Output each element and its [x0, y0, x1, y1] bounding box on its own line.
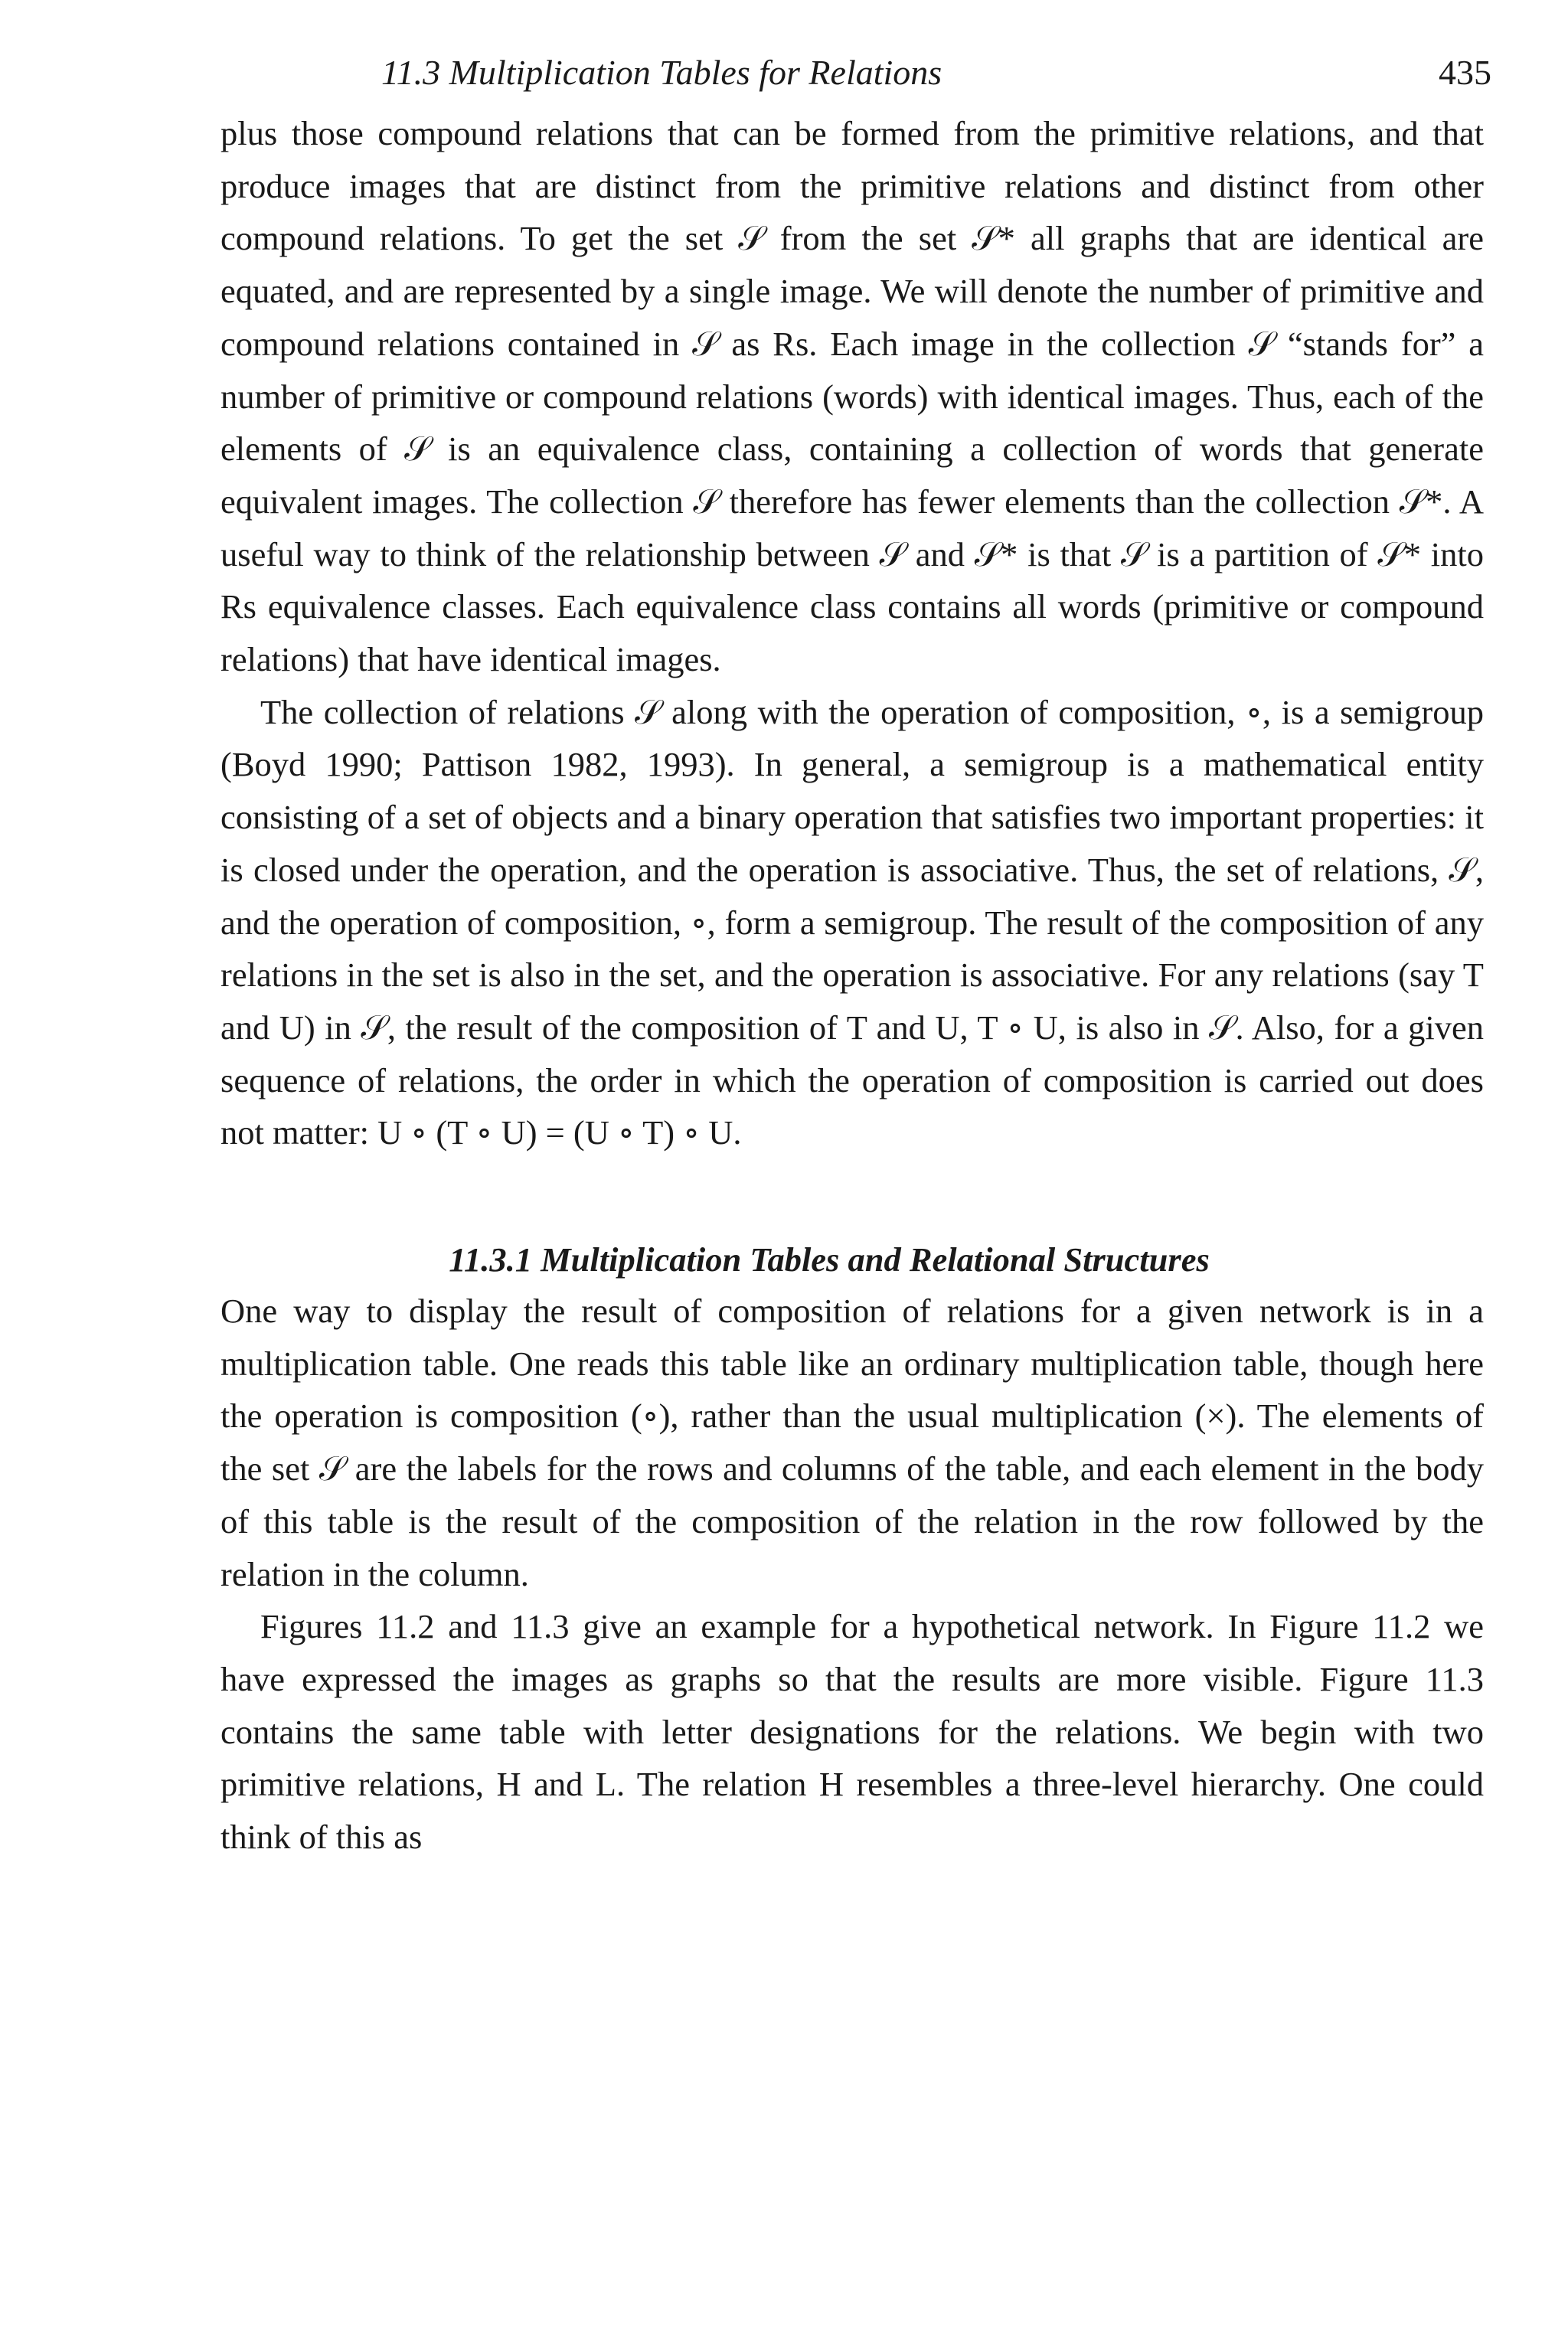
body-paragraph: The collection of relations 𝒮 along with the operation of composition, ∘, is a semigroup (Boyd 1990; Pattison 1982, 1993). In general, a semigroup is a mathematical entity consisting of a set of objects and a binary operation that satisfies two important properties: it is closed under the operation, and the operation is associative. Thus, the set of relations, 𝒮, and the operation of composition, ∘, form a semigroup. The result of the composition of any relations in the set is also in the set, and the operation is associative. For any relations (say T and U) in 𝒮, the result of the composition of T and U, T ∘ U, is also in 𝒮. Also, for a given sequence of relations, the order in which the operation of composition is carried out does not matter: U ∘ (T ∘ U) = (U ∘ T) ∘ U. [220, 692, 1484, 1152]
page-number: 435 [1439, 53, 1491, 92]
body-paragraph: plus those compound relations that can be formed from the primitive relations, and that produce images that are distinct from the primitive relations and distinct from other compound relations. To get the set 𝒮 from the set 𝒮* all graphs that are identical are equated, and are represented by a single image. We will denote the number of primitive and compound relations contained in 𝒮 as Rs. Each image in the collection 𝒮 “stands for” a number of primitive or compound relations (words) with identical images. Thus, each of the elements of 𝒮 is an equivalence class, containing a collection of words that generate equivalent images. The collection 𝒮 therefore has fewer elements than the collection 𝒮*. A useful way to think of the relationship between 𝒮 and 𝒮* is that 𝒮 is a partition of 𝒮* into Rs equivalence classes. Each equivalence class contains all words (primitive or compound relations) that have identical images. [220, 114, 1484, 679]
section-heading: 11.3.1 Multiplication Tables and Relational Structures [449, 1240, 1210, 1279]
page [220, 46, 1491, 1864]
running-head-title: 11.3 Multiplication Tables for Relations [381, 53, 942, 92]
body-paragraph: One way to display the result of composition of relations for a given network is in a multiplication table. One reads this table like an ordinary multiplication table, though here the operation is composition (∘), rather than the usual multiplication (×). The elements of the set 𝒮 are the labels for the rows and columns of the table, and each element in the body of this table is the result of the composition of the relation in the row followed by the relation in the column. [220, 1292, 1484, 1593]
body-paragraph: Figures 11.2 and 11.3 give an example for a hypothetical network. In Figure 11.2 we have expressed the images as graphs so that the results are more visible. Figure 11.3 contains the same table with letter designations for the relations. We begin with two primitive relations, H and L. The relation H resembles a three-level hierarchy. One could think of this as [220, 1607, 1484, 1857]
running-head [220, 46, 1491, 107]
